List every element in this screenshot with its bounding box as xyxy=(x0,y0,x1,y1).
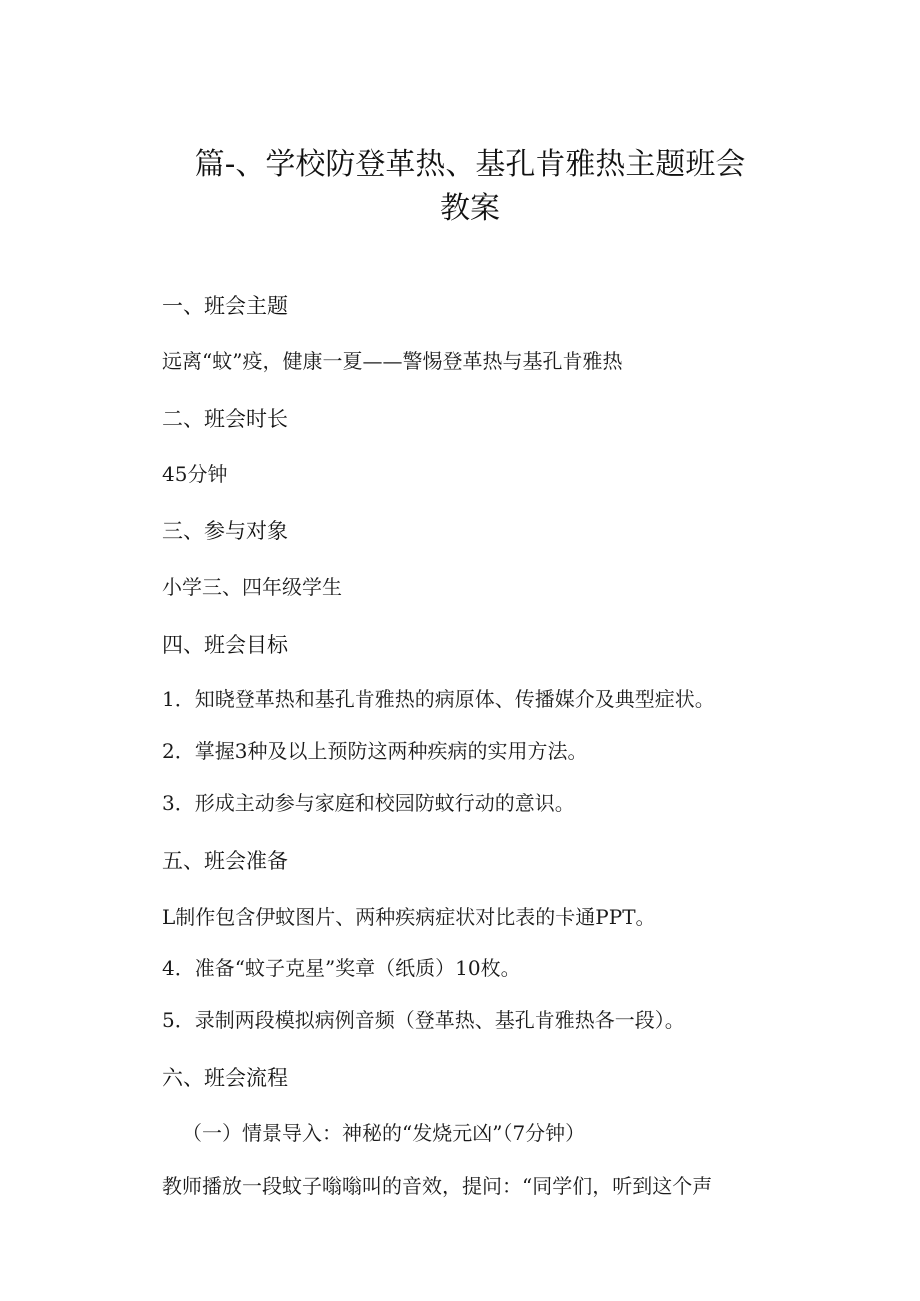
subheading-intro: （一）情景导入：神秘的“发烧元凶”（7分钟） xyxy=(182,1121,586,1145)
section-heading-process: 六、班会流程 xyxy=(162,1066,288,1090)
paragraph-theme: 远离“蚊”疫，健康一夏——警惕登革热与基孔肯雅热 xyxy=(162,349,623,373)
title-line-1: 篇-、学校防登革热、基孔肯雅热主题班会 xyxy=(194,147,746,182)
paragraph-process: 教师播放一段蚊子嗡嗡叫的音效，提问：“同学们，听到这个声 xyxy=(162,1174,713,1198)
section-heading-goals: 四、班会目标 xyxy=(162,633,288,657)
section-heading-duration: 二、班会时长 xyxy=(162,407,288,431)
section-heading-participants: 三、参与对象 xyxy=(162,519,288,543)
list-item-goal-2: 2．掌握3种及以上预防这两种疾病的实用方法。 xyxy=(162,739,588,763)
paragraph-duration: 45分钟 xyxy=(162,462,228,486)
list-item-prep-2: 4．准备“蚊子克星”奖章（纸质）10枚。 xyxy=(162,956,521,980)
list-item-prep-1: L制作包含伊蚊图片、两种疾病症状对比表的卡通PPT。 xyxy=(162,905,656,929)
document-title xyxy=(100,143,840,231)
list-item-goal-3: 3．形成主动参与家庭和校园防蚊行动的意识。 xyxy=(162,791,575,815)
list-item-prep-3: 5．录制两段模拟病例音频（登革热、基孔肯雅热各一段）。 xyxy=(162,1008,685,1032)
section-heading-theme: 一、班会主题 xyxy=(162,294,288,318)
list-item-goal-1: 1．知晓登革热和基孔肯雅热的病原体、传播媒介及典型症状。 xyxy=(162,687,715,711)
title-line-2: 教案 xyxy=(440,191,500,226)
paragraph-participants: 小学三、四年级学生 xyxy=(162,575,342,599)
section-heading-preparation: 五、班会准备 xyxy=(162,849,288,873)
